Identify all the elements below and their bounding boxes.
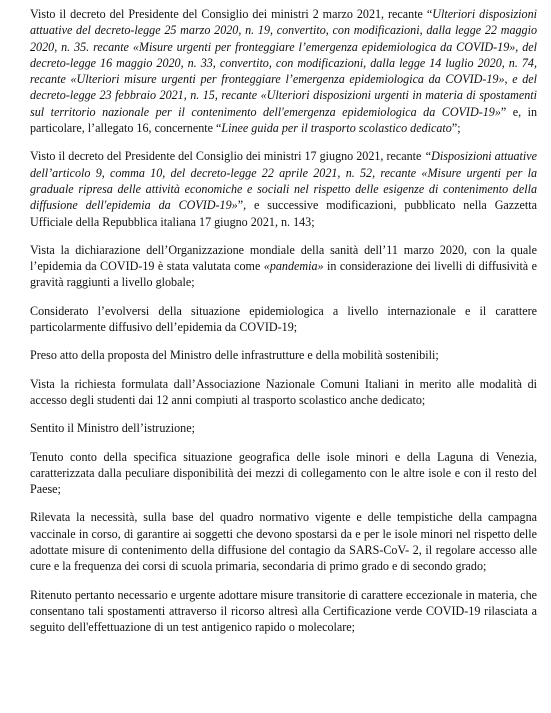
text-run: , (504, 72, 513, 87)
italic-text-run: Ulteriori disposizioni attuative del decreto-legge 25 marzo 2020, n. 19, convertito, con modificazioni, dalla legge 22 maggio 2020, n. 35. recante «Misure urgenti per fronteggiare l’emergenza epidemiologica da COVID-19» (30, 7, 537, 54)
text-run: Vista la dichiarazione dell’Organizzazione mondiale della sanità dell’11 marzo 2020, con la quale l’epidemia da COVID-19 è stata valutata come (30, 242, 537, 274)
paragraph-tenuto-conto (30, 449, 537, 498)
paragraph-vista-richiesta-anci (30, 376, 537, 409)
text-run: in considerazione dei livelli di diffusività e gravità raggiunti a livello globale; (30, 259, 538, 290)
italic-text-run: e del decreto-legge 23 febbraio 2021, n. 15, recante «Ulteriori disposizioni urgenti in materia di spostamenti sul territorio nazionale per il contenimento dell'emergenza epidemiologica da COVID-19» (30, 72, 538, 119)
paragraph-visto-dpcm-2-marzo (30, 6, 537, 136)
text-run: Sentito il Ministro dell’istruzione; (30, 421, 195, 436)
paragraph-visto-dpcm-17-giugno (30, 148, 537, 229)
text-run: Tenuto conto della specifica situazione geografica delle isole minori e della Laguna di Venezia, caratterizzata dalla peculiare disponibilità dei mezzi di collegamento con le altre isole e con il resto del Paese; (30, 449, 537, 497)
text-run: Visto il decreto del Presidente del Consiglio dei ministri 2 marzo 2021, recante “ (30, 7, 433, 21)
text-run: ”, e successive modificazioni, pubblicato nella Gazzetta Ufficiale della Repubblica italiana 17 giugno 2021, n. 143; (30, 198, 537, 229)
paragraph-rilevata-necessita (30, 509, 537, 574)
italic-text-run: “Disposizioni attuative dell’articolo 9, comma 10, del decreto-legge 22 aprile 2021, n. 52, recante «Misure urgenti per la graduale ripresa delle attività economiche e sociali nel rispetto delle esigenze di contenimento della diffusione dell'epidemia da COVID-19» (30, 149, 537, 213)
text-run: Visto il decreto del Presidente del Consiglio dei ministri 17 giugno 2021, recante (30, 149, 425, 164)
italic-text-run: «pandemia» (263, 259, 324, 274)
paragraph-ritenuto (30, 587, 537, 636)
text-run: ” e, in particolare, l’allegato 16, concernente “ (30, 104, 537, 136)
paragraph-sentito (30, 420, 537, 436)
text-run: Preso atto della proposta del Ministro delle infrastrutture e della mobilità sostenibili; (30, 348, 439, 363)
paragraph-considerato (30, 303, 537, 336)
text-run: Vista la richiesta formulata dall’Associazione Nazionale Comuni Italiani in merito alle modalità di accesso degli studenti dai 12 anni compiuti al trasporto scolastico anche dedicato; (30, 376, 537, 407)
italic-text-run: del decreto-legge 16 maggio 2020, n. 33, convertito, con modificazioni, dalla legge 14 luglio 2020, n. 74, recante «Ulteriori misure urgenti per fronteggiare l’emergenza epidemiologica da COVID-19» (30, 39, 538, 87)
paragraph-vista-dichiarazione-oms (30, 242, 537, 291)
text-run: , (515, 39, 523, 54)
paragraph-preso-atto (30, 347, 537, 363)
text-run: ”; (451, 121, 461, 136)
italic-text-run: Linee guida per il trasporto scolastico dedicato (221, 121, 452, 136)
text-run: Ritenuto pertanto necessario e urgente adottare misure transitorie di carattere eccezionale in materia, che consentano tali spostamenti attraverso il ricorso altresì alla Certificazione verde COVID-19 rilasciata a seguito dell'effettuazione di un test antigenico rapido o molecolare; (30, 587, 537, 635)
text-run: Considerato l’evolversi della situazione epidemiologica a livello internazionale e il carattere particolarmente diffusivo dell’epidemia da COVID-19; (30, 303, 537, 335)
text-run: Rilevata la necessità, sulla base del quadro normativo vigente e delle tempistiche della campagna vaccinale in corso, di garantire ai soggetti che devono spostarsi da e per le isole minori nel rispetto delle adottate misure di contenimento della diffusione del contagio da SARS-CoV- 2, il regolare accesso alle cure e la frequenza dei corsi di scuola primaria, secondaria di primo grado e di secondo grado; (30, 510, 537, 574)
